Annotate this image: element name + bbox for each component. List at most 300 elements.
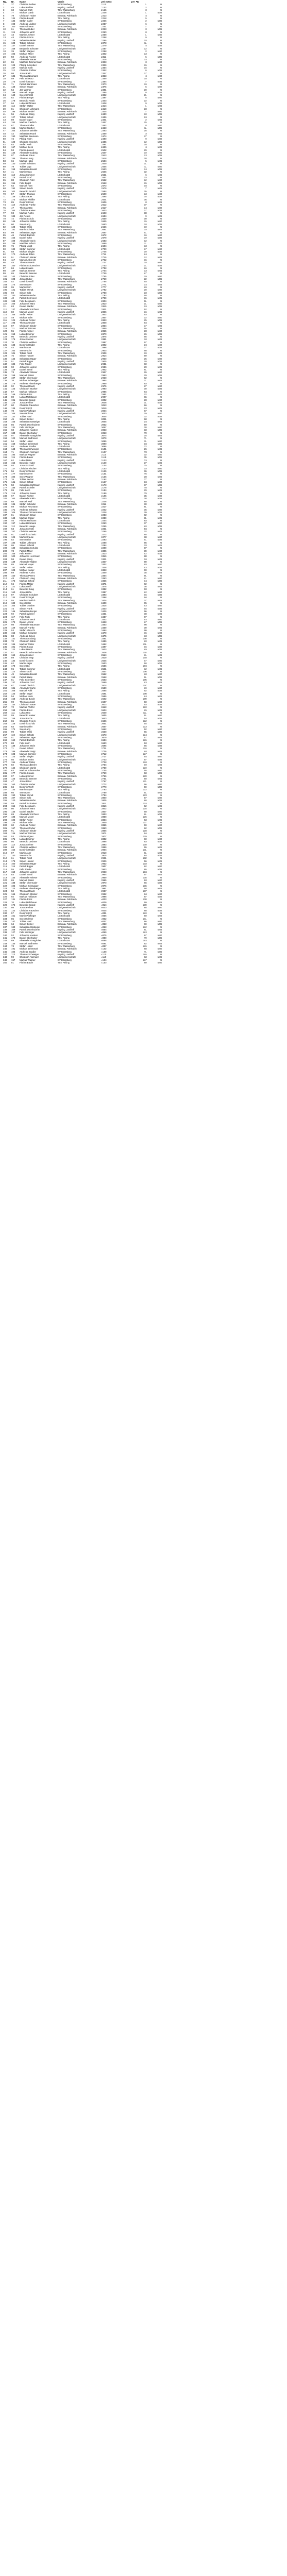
cell-class-rank: 44	[144, 618, 147, 621]
cell-rank: 195	[3, 535, 7, 538]
cell-rank: 238	[3, 654, 7, 657]
cell-name: Christoph Huber	[20, 14, 36, 17]
cell-rank: 9	[3, 25, 5, 28]
cell-class-rank: 35	[144, 571, 147, 574]
cell-rank: 79	[3, 217, 6, 220]
cell-bib: 147	[11, 920, 15, 923]
cell-class: M	[160, 898, 162, 901]
cell-rank: 158	[3, 434, 7, 437]
cell-net-time: 2914	[101, 354, 106, 358]
cell-net-time: 2546	[101, 171, 106, 174]
cell-rank: 129	[3, 354, 7, 358]
cell-class-rank: 6	[145, 22, 147, 25]
cell-net-time: 3519	[101, 656, 106, 659]
cell-net-time: 2909	[101, 352, 106, 354]
cell-rank: 302	[3, 829, 7, 833]
cell-name: Thomas Ludwig	[20, 637, 35, 640]
cell-rank: 342	[3, 939, 7, 942]
cell-net-time: 3783	[101, 788, 106, 791]
cell-bib: 133	[11, 788, 15, 791]
cell-class: M	[160, 651, 162, 654]
cell-rank: 133	[3, 365, 7, 368]
cell-class-rank: 50	[144, 777, 147, 780]
cell-bib: 80	[11, 396, 14, 399]
cell-rank: 346	[3, 950, 7, 953]
cell-rank: 74	[3, 204, 6, 207]
cell-class: M40	[157, 192, 162, 195]
cell-club: TSV Wasserburg	[58, 204, 75, 207]
cell-name: Martin Lechner	[20, 33, 35, 36]
cell-net-time: 3640	[101, 717, 106, 720]
cell-bib: 157	[11, 66, 15, 69]
cell-rank: 172	[3, 472, 7, 476]
cell-bib: 69	[11, 291, 14, 294]
cell-club: Braunau Rohrbach	[58, 453, 77, 456]
cell-class-rank: 51	[144, 714, 147, 717]
cell-class-rank: 40	[144, 524, 147, 528]
cell-class: M40	[157, 330, 162, 333]
cell-net-time: 3409	[101, 601, 106, 604]
cell-class-rank: 54	[144, 321, 147, 325]
cell-class-rank: 105	[142, 670, 147, 673]
cell-club: SV Ebersberg	[58, 522, 72, 525]
cell-net-time: 3541	[101, 667, 106, 670]
cell-club: Kapfing Lauftreff	[58, 66, 75, 69]
cell-rank: 198	[3, 544, 7, 547]
cell-rank: 67	[3, 184, 6, 187]
cell-class-rank: 41	[144, 231, 147, 234]
cell-net-time: 3871	[101, 832, 106, 835]
cell-class-rank: 76	[144, 472, 147, 476]
cell-class-rank: 138	[142, 898, 147, 901]
results-sheet	[0, 0, 287, 964]
cell-club: Braunau Rohrbach	[58, 256, 77, 259]
cell-name: Florian Kraus	[20, 646, 33, 649]
cell-class: M	[160, 752, 162, 755]
cell-club: SV Ebersberg	[58, 934, 72, 937]
cell-class: M45	[157, 640, 162, 643]
cell-name: Felix Schreiber	[20, 679, 35, 682]
cell-club: Kapfing Lauftreff	[58, 557, 75, 561]
cell-bib: 179	[11, 859, 15, 862]
cell-class: M	[160, 876, 162, 879]
cell-bib: 91	[11, 256, 14, 259]
cell-class-rank: 40	[144, 563, 147, 566]
cell-net-time: 3448	[101, 621, 106, 624]
cell-club: Laufgemeinschaft	[58, 906, 76, 909]
cell-net-time: 2142	[101, 6, 106, 9]
cell-club: Laufgemeinschaft	[58, 783, 76, 786]
cell-bib: 66	[11, 791, 14, 794]
cell-class-rank: 44	[144, 580, 147, 583]
cell-class-rank: 53	[144, 818, 147, 821]
cell-bib: 155	[11, 632, 15, 635]
cell-bib: 73	[11, 944, 14, 947]
cell-bib: 192	[11, 187, 15, 190]
cell-name: Tobias Hartl	[20, 415, 32, 418]
cell-bib: 57	[11, 911, 14, 914]
cell-bib: 183	[11, 58, 15, 61]
cell-name: Michael Ziegler	[20, 250, 35, 253]
cell-bib: 44	[11, 346, 14, 349]
cell-club: SV Ebersberg	[58, 818, 72, 821]
cell-club: TSV Wasserburg	[58, 747, 75, 750]
cell-class: M45	[157, 818, 162, 821]
cell-bib: 117	[11, 615, 15, 618]
cell-rank: 192	[3, 528, 7, 530]
cell-class-rank: 57	[144, 341, 147, 344]
cell-bib: 69	[11, 571, 14, 574]
cell-name: Stefan Sommer	[20, 247, 35, 250]
cell-class-rank: 83	[144, 519, 147, 522]
cell-net-time: 3761	[101, 777, 106, 780]
cell-rank: 322	[3, 884, 7, 887]
cell-rank: 20	[3, 55, 6, 58]
cell-rank: 313	[3, 859, 7, 862]
cell-club: SV Ebersberg	[58, 687, 72, 690]
cell-net-time: 3151	[101, 472, 106, 476]
cell-class-rank: 26	[144, 448, 147, 451]
cell-name: Tobias Günther	[20, 604, 35, 607]
cell-rank: 183	[3, 503, 7, 506]
cell-class: M	[160, 939, 162, 942]
cell-bib: 178	[11, 99, 15, 102]
cell-bib: 185	[11, 642, 15, 646]
cell-net-time: 2375	[101, 86, 106, 89]
cell-name: Christian Heinrich	[20, 140, 38, 143]
cell-club: SV Ebersberg	[58, 200, 72, 204]
cell-bib: 131	[11, 426, 15, 429]
cell-bib: 86	[11, 423, 14, 426]
cell-net-time: 3778	[101, 785, 106, 788]
cell-rank: 185	[3, 508, 7, 511]
cell-class: M35	[157, 868, 162, 871]
cell-net-time: 2716	[101, 256, 106, 259]
cell-rank: 182	[3, 500, 7, 503]
cell-rank: 260	[3, 714, 7, 717]
cell-class-rank: 1	[145, 105, 147, 108]
cell-bib: 130	[11, 162, 15, 165]
cell-name: Benedikt Jung	[20, 588, 34, 591]
cell-class: M	[160, 308, 162, 311]
cell-net-time: 3382	[101, 588, 106, 591]
cell-rank: 23	[3, 63, 6, 66]
cell-name: Christian Ritter	[20, 275, 35, 278]
cell-class: M40	[157, 165, 162, 168]
cell-club: SV Ebersberg	[58, 143, 72, 146]
cell-club: SV Ebersberg	[58, 58, 72, 61]
cell-net-time: 2722	[101, 258, 106, 261]
cell-name: Christoph Anzinger	[20, 450, 39, 453]
cell-bib: 62	[11, 459, 14, 462]
cell-class: M45	[157, 695, 162, 698]
cell-bib: 78	[11, 409, 14, 412]
cell-rank: 348	[3, 956, 7, 959]
cell-name: Sven Wagner	[20, 475, 33, 478]
cell-bib: 193	[11, 708, 15, 711]
cell-net-time: 4064	[101, 928, 106, 931]
cell-rank: 345	[3, 947, 7, 951]
cell-club: Braunau Rohrbach	[58, 14, 77, 17]
cell-class-rank: 84	[144, 528, 147, 530]
cell-name: Alexander Bauer	[20, 58, 37, 61]
cell-net-time: 2920	[101, 357, 106, 360]
cell-net-time: 3965	[101, 879, 106, 882]
cell-name: Thomas Rauch	[20, 890, 35, 893]
cell-net-time: 3717	[101, 755, 106, 758]
cell-club: SV Ebersberg	[58, 785, 72, 788]
cell-club: Braunau Rohrbach	[58, 280, 77, 283]
cell-class: M45	[157, 791, 162, 794]
cell-club: Kapfing Lauftreff	[58, 39, 75, 42]
cell-rank: 132	[3, 363, 7, 366]
cell-club: TSV Peiting	[58, 146, 70, 149]
cell-class-rank: 34	[144, 481, 147, 484]
cell-net-time: 3893	[101, 843, 106, 846]
cell-club: Laufgemeinschaft	[58, 94, 76, 97]
cell-rank: 30	[3, 82, 6, 86]
cell-club: Kapfing Lauftreff	[58, 113, 75, 116]
cell-rank: 303	[3, 832, 7, 835]
cell-class-rank: 82	[144, 514, 147, 517]
cell-class-rank: 21	[144, 94, 147, 97]
cell-name: Jonas Krämer	[20, 654, 34, 657]
cell-class: M	[160, 541, 162, 544]
cell-class: M35	[157, 11, 162, 14]
cell-name: Alexander Kuhn	[20, 687, 36, 690]
cell-rank: 45	[3, 124, 6, 127]
cell-rank: 141	[3, 387, 7, 391]
cell-class-rank: 119	[143, 766, 147, 769]
cell-net-time: 2287	[101, 47, 106, 50]
cell-bib: 99	[11, 231, 14, 234]
cell-net-time: 3123	[101, 459, 106, 462]
cell-class: M45	[157, 846, 162, 849]
cell-rank: 295	[3, 810, 7, 813]
cell-net-time: 2623	[101, 209, 106, 212]
cell-net-time: 3877	[101, 835, 106, 838]
cell-bib: 117	[11, 258, 15, 261]
cell-club: LG Eichstätt	[58, 766, 70, 769]
cell-name: Manuel Kaiser	[20, 879, 34, 882]
cell-rank: 288	[3, 791, 7, 794]
cell-rank: 54	[3, 148, 6, 151]
cell-bib: 130	[11, 547, 15, 550]
cell-class-rank: 134	[142, 871, 147, 874]
cell-bib: 168	[11, 698, 15, 701]
cell-class-rank: 17	[144, 324, 147, 327]
cell-net-time: 3585	[101, 689, 106, 692]
cell-rank: 143	[3, 393, 7, 396]
cell-name: Benedikt Spiegl	[20, 398, 35, 401]
cell-rank: 3	[3, 8, 5, 11]
cell-rank: 329	[3, 903, 7, 906]
cell-bib: 116	[11, 821, 15, 824]
cell-rank: 44	[3, 121, 6, 124]
cell-bib: 45	[11, 6, 14, 9]
cell-class: M35	[157, 538, 162, 541]
table-row	[3, 961, 162, 964]
cell-name: Daniel Schubert	[20, 162, 36, 165]
cell-rank: 328	[3, 901, 7, 904]
cell-rank: 139	[3, 382, 7, 385]
cell-rank: 119	[3, 327, 7, 330]
cell-class-rank: 68	[144, 909, 147, 912]
cell-club: SV Ebersberg	[58, 448, 72, 451]
cell-rank: 160	[3, 439, 7, 443]
cell-club: LG Eichstätt	[58, 148, 70, 151]
cell-class: M	[160, 245, 162, 248]
cell-bib: 181	[11, 228, 15, 231]
cell-name: Simon Frank	[20, 607, 32, 610]
cell-club: TSV Peiting	[58, 53, 70, 56]
cell-bib: 71	[11, 82, 14, 86]
cell-bib: 128	[11, 225, 15, 228]
cell-net-time: 3074	[101, 434, 106, 437]
cell-name: Patrick Unterholzner	[20, 423, 40, 426]
cell-name: Martin Möller	[20, 725, 33, 728]
cell-net-time: 2991	[101, 393, 106, 396]
cell-club: Braunau Rohrbach	[58, 651, 77, 654]
cell-class: M45	[157, 393, 162, 396]
cell-rank: 215	[3, 590, 7, 594]
cell-class-rank: 39	[144, 549, 147, 552]
cell-class-rank: 68	[144, 947, 147, 951]
cell-rank: 207	[3, 568, 7, 571]
cell-bib: 161	[11, 914, 15, 918]
cell-name: Alexander Kirchner	[20, 813, 39, 816]
cell-name: Christoph Lehmann	[20, 107, 40, 110]
cell-club: SV Ebersberg	[58, 283, 72, 286]
cell-net-time: 2667	[101, 231, 106, 234]
cell-rank: 233	[3, 640, 7, 643]
cell-club: Laufgemeinschaft	[58, 47, 76, 50]
cell-club: TSV Wasserburg	[58, 895, 75, 898]
cell-net-time: 2359	[101, 77, 106, 80]
cell-club: TSV Peiting	[58, 936, 70, 939]
cell-class-rank: 34	[144, 184, 147, 187]
cell-class-rank: 5	[145, 160, 147, 163]
cell-club: SV Ebersberg	[58, 958, 72, 961]
cell-rank: 276	[3, 758, 7, 761]
cell-class: M	[160, 478, 162, 481]
cell-class-rank: 145	[142, 944, 147, 947]
cell-net-time: 2436	[101, 115, 106, 118]
cell-name: Stefan Thomas	[20, 192, 35, 195]
cell-class-rank: 13	[144, 192, 147, 195]
cell-club: SV Ebersberg	[58, 308, 72, 311]
cell-class: M35	[157, 195, 162, 198]
cell-bib: 123	[11, 755, 15, 758]
cell-class: M35	[157, 648, 162, 651]
cell-rank: 18	[3, 49, 6, 53]
cell-bib: 179	[11, 338, 15, 341]
cell-bib: 193	[11, 321, 15, 325]
cell-club: Laufgemeinschaft	[58, 313, 76, 316]
cell-name: Johannes Beck	[20, 618, 35, 621]
cell-club: Braunau Rohrbach	[58, 923, 77, 926]
cell-class-rank: 133	[142, 862, 147, 866]
cell-rank: 330	[3, 906, 7, 909]
cell-class: M45	[157, 187, 162, 190]
cell-club: Kapfing Lauftreff	[58, 6, 75, 9]
cell-name: Sebastian Brandt	[20, 673, 37, 676]
cell-class-rank: 31	[144, 516, 147, 519]
cell-club: TSV Peiting	[58, 269, 70, 273]
cell-rank: 131	[3, 360, 7, 363]
cell-net-time: 3195	[101, 495, 106, 498]
cell-club: Laufgemeinschaft	[58, 289, 76, 292]
cell-class: M	[160, 143, 162, 146]
cell-class: M40	[157, 783, 162, 786]
cell-class: M45	[157, 406, 162, 410]
cell-name: Thomas Neumann	[20, 74, 39, 77]
cell-name: Dominik Weber	[20, 470, 35, 473]
cell-net-time: 3222	[101, 508, 106, 511]
cell-rank: 24	[3, 66, 6, 69]
cell-name: Dominik Ernst	[20, 200, 34, 204]
cell-net-time: 3189	[101, 492, 106, 495]
cell-name: Benedikt Brenner	[20, 777, 37, 780]
cell-club: LG Eichstätt	[58, 173, 70, 176]
cell-rank: 1	[3, 3, 5, 6]
cell-class: M	[160, 349, 162, 352]
cell-class-rank: 12	[144, 47, 147, 50]
cell-class-rank: 88	[144, 555, 147, 558]
cell-class: M40	[157, 151, 162, 155]
cell-class-rank: 64	[144, 892, 147, 895]
cell-class: M	[160, 637, 162, 640]
cell-rank: 86	[3, 236, 6, 240]
cell-club: SV Ebersberg	[58, 703, 72, 706]
cell-net-time: 3057	[101, 426, 106, 429]
cell-rank: 52	[3, 143, 6, 146]
cell-rank: 311	[3, 854, 7, 857]
cell-rank: 49	[3, 135, 6, 138]
cell-net-time: 3178	[101, 486, 106, 489]
cell-class: M	[160, 253, 162, 256]
cell-class-rank: 1	[145, 3, 147, 6]
cell-club: LG Eichstätt	[58, 124, 70, 127]
cell-class: M45	[157, 544, 162, 547]
cell-bib: 190	[11, 135, 15, 138]
cell-club: Laufgemeinschaft	[58, 72, 76, 75]
cell-net-time: 3629	[101, 711, 106, 714]
cell-name: Simon Schmid	[20, 544, 34, 547]
cell-club: LG Eichstätt	[58, 198, 70, 201]
cell-rank: 12	[3, 33, 6, 36]
cell-rank: 297	[3, 816, 7, 819]
cell-rank: 77	[3, 212, 6, 215]
cell-class-rank: 56	[144, 859, 147, 862]
cell-class-rank: 109	[142, 698, 147, 701]
cell-rank: 166	[3, 456, 7, 459]
cell-class: M35	[157, 264, 162, 267]
cell-club: Braunau Rohrbach	[58, 181, 77, 184]
cell-bib: 88	[11, 741, 14, 744]
cell-class: M45	[157, 242, 162, 245]
cell-club: Laufgemeinschaft	[58, 832, 76, 835]
cell-class: M	[160, 555, 162, 558]
cell-rank: 214	[3, 588, 7, 591]
cell-net-time: 3882	[101, 838, 106, 841]
cell-bib: 57	[11, 192, 14, 195]
cell-class-rank: 37	[144, 599, 147, 602]
cell-class: M35	[157, 168, 162, 171]
cell-class: M	[160, 396, 162, 399]
cell-name: Simon Krüger	[20, 86, 33, 89]
cell-class: M40	[157, 110, 162, 113]
